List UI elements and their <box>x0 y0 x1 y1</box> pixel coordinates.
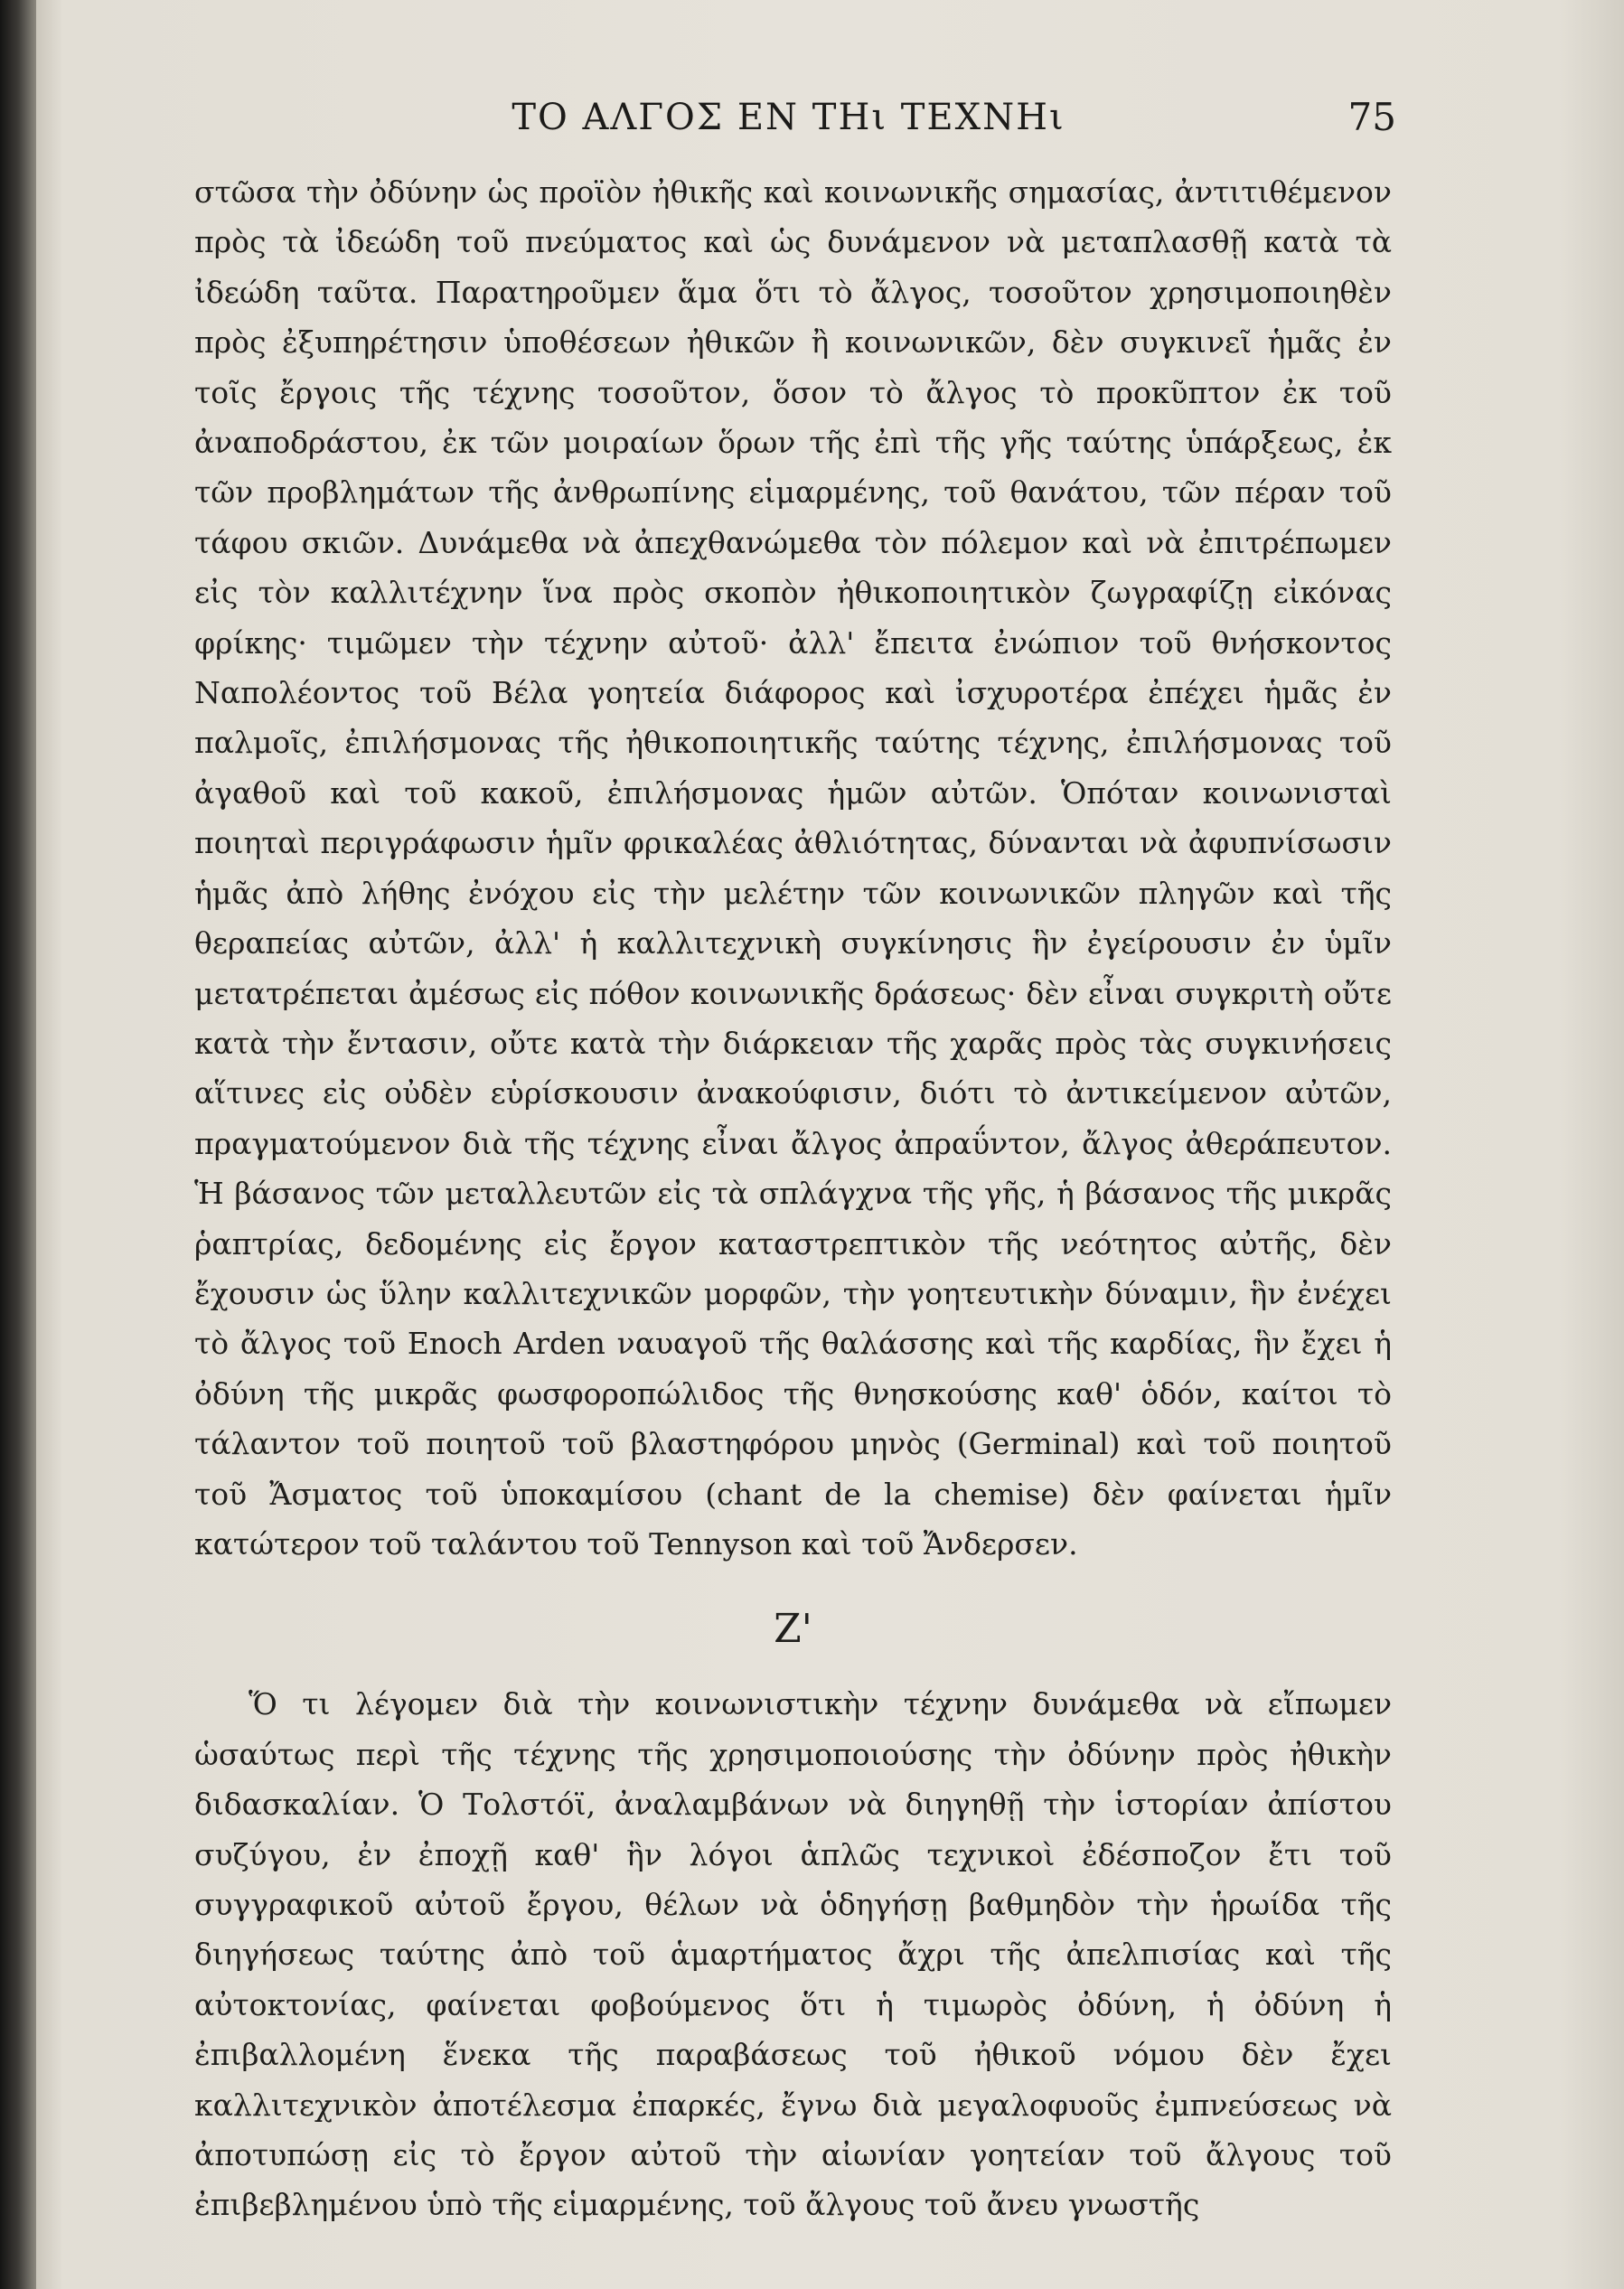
paragraph: στῶσα τὴν ὀδύνην ὡς προϊὸν ἠθικῆς καὶ κοινωνικῆς σημασίας, ἀντιτιθέμενον πρὸς τὰ ἰδεώδη τοῦ πνεύματος καὶ ὡς δυνάμενον νὰ μεταπλασθῇ κατὰ τὰ ἰδεώδη ταῦτα. Παρατηροῦμεν ἅμα ὅτι τὸ ἄλγος, τοσοῦτον χρησιμοποιηθὲν πρὸς ἐξυπηρέτησιν ὑποθέσεων ἠθικῶν ἢ κοινωνικῶν, δὲν συγκινεῖ ἡμᾶς ἐν τοῖς ἔργοις τῆς τέχνης τοσοῦτον, ὅσον τὸ ἄλγος τὸ προκῦπτον ἐκ τοῦ ἀναποδράστου, ἐκ τῶν μοιραίων ὅρων τῆς ἐπὶ τῆς γῆς ταύτης ὑπάρξεως, ἐκ τῶν προβλημάτων τῆς ἀνθρωπίνης εἱμαρμένης, τοῦ θανάτου, τῶν πέραν τοῦ τάφου σκιῶν. Δυνάμεθα νὰ ἀπεχθανώμεθα τὸν πόλεμον καὶ νὰ ἐπιτρέπωμεν εἰς τὸν καλλιτέχνην ἵνα πρὸς σκοπὸν ἠθικοποιητικὸν ζωγραφίζῃ εἰκόνας φρίκης· τιμῶμεν τὴν τέχνην αὐτοῦ· ἀλλ' ἔπειτα ἐνώπιον τοῦ θνήσκοντος Ναπολέοντος τοῦ Βέλα γοητεία διάφορος καὶ ἰσχυροτέρα ἐπέχει ἡμᾶς ἐν παλμοῖς, ἐπιλήσμονας τῆς ἠθικοποιητικῆς ταύτης τέχνης, ἐπιλήσμονας τοῦ ἀγαθοῦ καὶ τοῦ κακοῦ, ἐπιλήσμονας ἡμῶν αὐτῶν. Ὁπόταν κοινωνισταὶ ποιηταὶ περιγράφωσιν ἡμῖν φρικαλέας ἀθλιότητας, δύνανται νὰ ἀφυπνίσωσιν ἡμᾶς ἀπὸ λήθης ἐνόχου εἰς τὴν μελέτην τῶν κοινωνικῶν πληγῶν καὶ τῆς θεραπείας αὐτῶν, ἀλλ' ἡ καλλιτεχνικὴ συγκίνησις ἣν ἐγείρουσιν ἐν ὑμῖν μετατρέπεται ἀμέσως εἰς πόθον κοινωνικῆς δράσεως· δὲν εἶναι συγκριτὴ οὔτε κατὰ τὴν ἔντασιν, οὔτε κατὰ τὴν διάρκειαν τῆς χαρᾶς πρὸς τὰς συγκινήσεις αἵτινες εἰς οὐδὲν εὑρίσκουσιν ἀνακούφισιν, διότι τὸ ἀντικείμενον αὐτῶν, πραγματούμενον διὰ τῆς τέχνης εἶναι ἄλγος ἀπραΰντον, ἄλγος ἀθεράπευτον. Ἡ βάσανος τῶν μεταλλευτῶν εἰς τὰ σπλάγχνα τῆς γῆς, ἡ βάσανος τῆς μικρᾶς ῥαπτρίας, δεδομένης εἰς ἔργον καταστρεπτικὸν τῆς νεότητος αὐτῆς, δὲν ἔχουσιν ὡς ὕλην καλλιτεχνικῶν μορφῶν, τὴν γοητευτικὴν δύναμιν, ἣν ἐνέχει τὸ ἄλγος τοῦ Enoch Arden ναυαγοῦ τῆς θαλάσσης καὶ τῆς καρδίας, ἣν ἔχει ἡ ὀδύνη τῆς μικρᾶς φωσφοροπώλιδος τῆς θνησκούσης καθ' ὁδόν, καίτοι τὸ τάλαντον τοῦ ποιητοῦ τοῦ βλαστηφόρου μηνὸς (Germinal) καὶ τοῦ ποιητοῦ τοῦ Ἄσματος τοῦ ὑποκαμίσου (chant de la chemise) δὲν φαίνεται ἡμῖν κατώτερον τοῦ ταλάντου τοῦ Tennyson καὶ τοῦ Ἄνδερσεν. <box>194 174 1392 1562</box>
paragraph: Ὅ τι λέγομεν διὰ τὴν κοινωνιστικὴν τέχνην δυνάμεθα νὰ εἴπωμεν ὡσαύτως περὶ τῆς τέχνης τῆς χρησιμοποιούσης τὴν ὀδύνην πρὸς ἠθικὴν διδασκαλίαν. Ὁ Τολστόϊ, ἀναλαμβάνων νὰ διηγηθῇ τὴν ἱστορίαν ἀπίστου συζύγου, ἐν ἐποχῇ καθ' ἣν λόγοι ἁπλῶς τεχνικοὶ ἐδέσποζον ἔτι τοῦ συγγραφικοῦ αὐτοῦ ἔργου, θέλων νὰ ὁδηγήσῃ βαθμηδὸν τὴν ἡρωίδα τῆς διηγήσεως ταύτης ἀπὸ τοῦ ἁμαρτήματος ἄχρι τῆς ἀπελπισίας καὶ τῆς αὐτοκτονίας, φαίνεται φοβούμενος ὅτι ἡ τιμωρὸς ὀδύνη, ἡ ὀδύνη ἡ ἐπιβαλλομένη ἕνεκα τῆς παραβάσεως τοῦ ἠθικοῦ νόμου δὲν ἔχει καλλιτεχνικὸν ἀποτέλεσμα ἐπαρκές, ἔγνω διὰ μεγαλοφυοῦς ἐμπνεύσεως νὰ ἀποτυπώσῃ εἰς τὸ ἔργον αὐτοῦ τὴν αἰωνίαν γοητείαν τοῦ ἄλγους τοῦ ἐπιβεβλημένου ὑπὸ τῆς εἱμαρμένης, τοῦ ἄλγους τοῦ ἄνευ γνωστῆς <box>194 1686 1392 2223</box>
running-title: ΤΟ ΑΛΓΟΣ ΕΝ ΤΗι ΤΕΧΝΗι <box>512 97 1065 138</box>
page-number: 75 <box>1347 95 1396 139</box>
book-gutter <box>0 0 36 2289</box>
page-header <box>181 86 1396 149</box>
page-body <box>194 167 1392 2230</box>
section-heading: Ζ' <box>774 1606 812 1653</box>
